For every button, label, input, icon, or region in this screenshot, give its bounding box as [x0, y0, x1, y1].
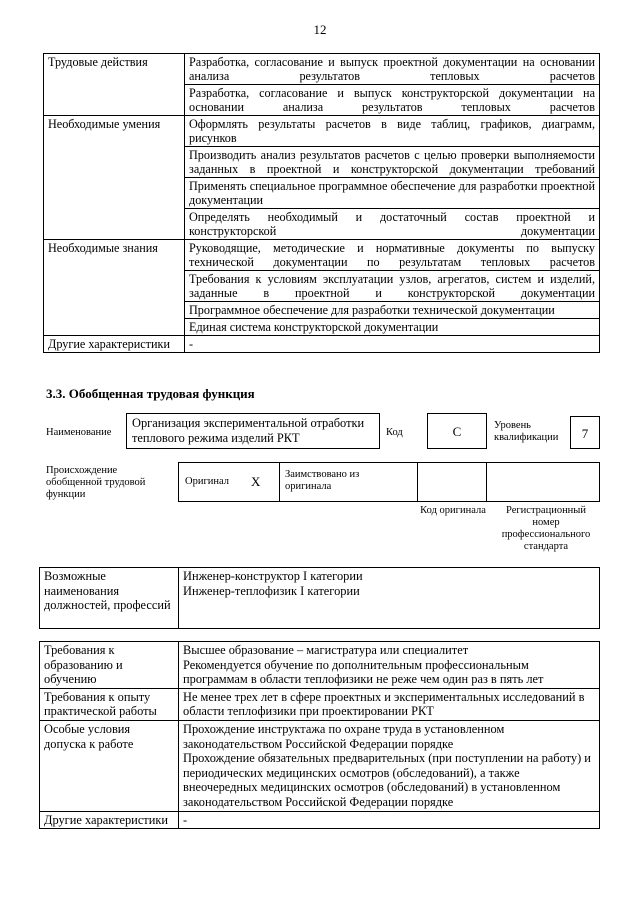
positions-values: [179, 568, 600, 629]
row-label-knowledge: Необходимые знания: [44, 240, 185, 336]
table-cell: Руководящие, методические и нормативные документы по выпуску технической документации по результатам тепловых расчетов: [185, 240, 600, 271]
origin-box: [178, 462, 600, 502]
original-label: Оригинал: [185, 476, 229, 487]
req-label-experience: Требования к опыту практической работы: [40, 688, 179, 720]
reg-number-caption: Регистрационный номер профессионального стандарта: [501, 505, 591, 552]
req-line: Прохождение обязательных предварительных (при поступлении на работу) и периодических медицинских осмотров (обследований), а также внеочередных медицинских осмотров (обследований) в установленном законодательством Российской Федерации порядке: [183, 751, 591, 809]
table-cell: Разработка, согласование и выпуск конструкторской документации на основании анализа результатов тепловых расчетов: [185, 85, 600, 116]
divider: [417, 463, 418, 501]
table-cell: Оформлять результаты расчетов в виде таблиц, графиков, диаграмм, рисунков: [185, 116, 600, 147]
req-line: -: [183, 812, 188, 827]
borrowed-label: Заимствовано из оригинала: [285, 469, 360, 492]
row-label-other: Другие характеристики: [44, 336, 185, 353]
requirements-table: [39, 641, 600, 829]
level-label: Уровень квалификации: [494, 420, 559, 443]
section-title: 3.3. Обобщенная трудовая функция: [46, 386, 255, 401]
req-label-education: Требования к образованию и обучению: [40, 642, 179, 689]
position-item: Инженер-теплофизик I категории: [183, 583, 360, 598]
page-number: 12: [313, 22, 327, 37]
req-label-other: Другие характеристики: [40, 811, 179, 829]
table-cell: Определять необходимый и достаточный состав проектной и конструкторской документации: [185, 209, 600, 240]
position-item: Инженер-конструктор I категории: [183, 569, 363, 583]
table-cell: Разработка, согласование и выпуск проектной документации на основании анализа результатов тепловых расчетов: [185, 54, 600, 85]
table-cell: Применять специальное программное обеспечение для разработки проектной документации: [185, 178, 600, 209]
req-line: Не менее трех лет в сфере проектных и экспериментальных исследований в области теплофизики при проектировании РКТ: [183, 689, 585, 719]
table-cell: Производить анализ результатов расчетов с целью проверки выполняемости заданных в проектной и конструкторской документации требований: [185, 147, 600, 178]
req-line: Прохождение инструктажа по охране труда в установленном законодательством Российской Федерации порядке: [183, 721, 505, 751]
req-cell: [179, 642, 600, 689]
row-label-skills: Необходимые умения: [44, 116, 185, 240]
req-line: Рекомендуется обучение по дополнительным профессиональным программам в области теплофизики не реже чем один раз в пять лет: [183, 657, 544, 687]
req-label-admission: Особые условия допуска к работе: [40, 720, 179, 811]
level-box: 7: [570, 416, 600, 449]
row-label-labor-actions: Трудовые действия: [44, 54, 185, 116]
name-label: Наименование: [46, 427, 112, 438]
code-original-caption: Код оригинала: [420, 505, 486, 516]
table-cell: Программное обеспечение для разработки технической документации: [185, 302, 600, 319]
labor-functions-table: [43, 53, 600, 353]
divider: [486, 463, 487, 501]
code-label: Код: [386, 427, 403, 438]
req-cell: [179, 720, 600, 811]
req-cell: [179, 811, 600, 829]
req-line: Высшее образование – магистратура или специалитет: [183, 643, 469, 657]
origin-label: Происхождение обобщенной трудовой функции: [46, 465, 146, 500]
positions-label: Возможные наименования должностей, профессий: [40, 568, 179, 629]
table-cell: -: [185, 336, 600, 353]
divider: [279, 463, 280, 501]
function-code-box: С: [427, 413, 487, 449]
table-cell: Единая система конструкторской документации: [185, 319, 600, 336]
positions-table: [39, 567, 600, 629]
function-name-box: Организация экспериментальной отработки теплового режима изделий РКТ: [126, 413, 380, 449]
original-mark: Х: [251, 474, 261, 489]
table-cell: Требования к условиям эксплуатации узлов, агрегатов, систем и изделий, заданные в проектной и конструкторской документации: [185, 271, 600, 302]
req-cell: [179, 688, 600, 720]
